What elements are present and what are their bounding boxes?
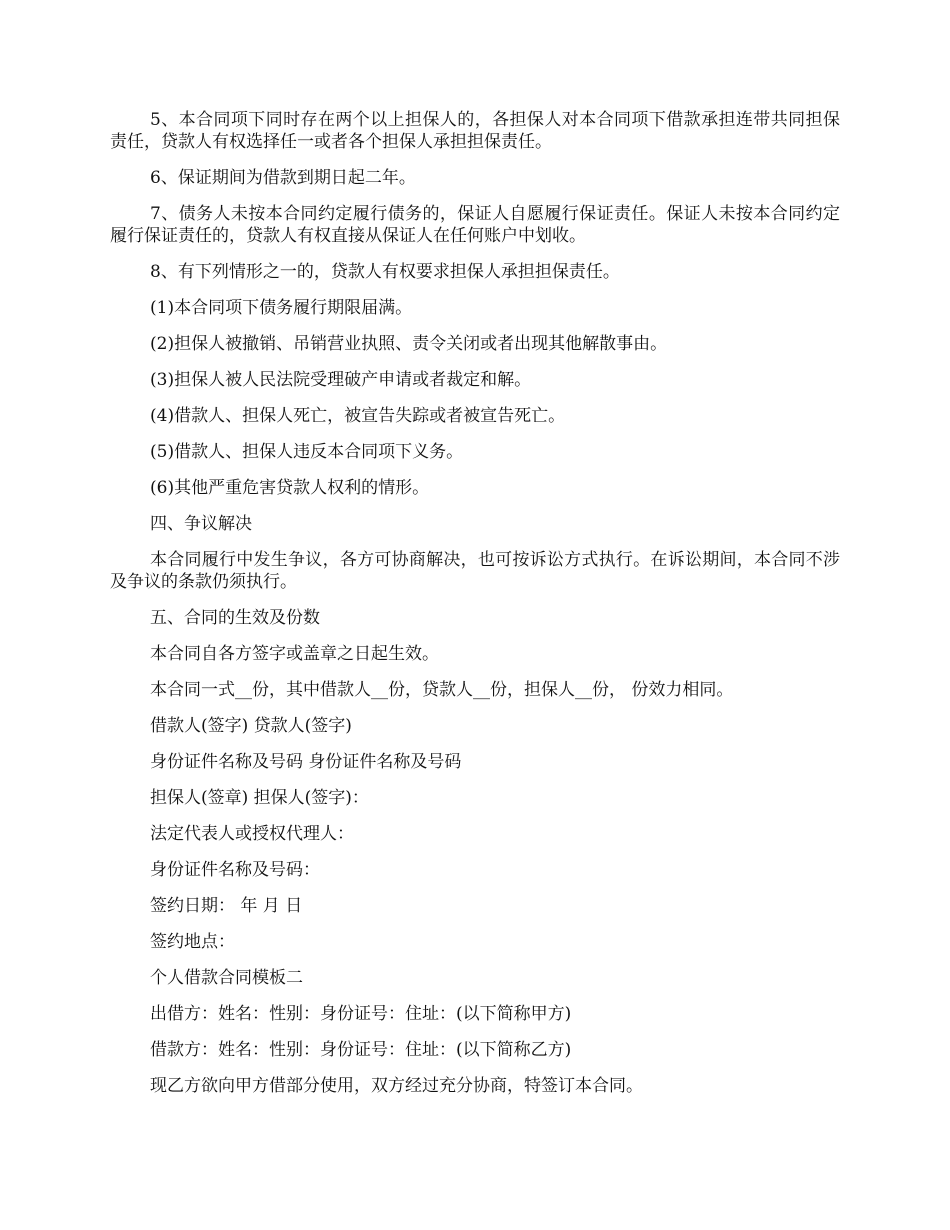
clause-8-item-1: (1)本合同项下债务履行期限届满。 (150, 298, 413, 318)
preamble-text: 现乙方欲向甲方借部分使用，双方经过充分协商，特签订本合同。 (150, 1076, 643, 1096)
clause-8-item-6: (6)其他严重危害贷款人权利的情形。 (150, 478, 430, 498)
clause-5: 5、本合同项下同时存在两个以上担保人的，各担保人对本合同项下借款承担连带共同担保责任，贷款人有权选择任一或者各个担保人承担担保责任。 (110, 110, 840, 152)
signature-guarantor: 担保人(签章) 担保人(签字)： (150, 788, 369, 808)
lender-info-line: 出借方：姓名：性别：身份证号：住址：(以下简称甲方) (150, 1004, 572, 1024)
document-body (110, 109, 840, 1111)
effect-text: 本合同自各方签字或盖章之日起生效。 (150, 644, 439, 664)
signing-date-line: 签约日期： 年 月 日 (150, 896, 303, 916)
clause-8-item-2: (2)担保人被撤销、吊销营业执照、责令关闭或者出现其他解散事由。 (150, 334, 668, 354)
legal-representative-line: 法定代表人或授权代理人： (150, 824, 354, 844)
signature-borrower-lender: 借款人(签字) 贷款人(签字) (150, 716, 352, 736)
clause-8-item-3: (3)担保人被人民法院受理破产申请或者裁定和解。 (150, 370, 532, 390)
signing-place-line: 签约地点： (150, 932, 235, 952)
id-documents-line: 身份证件名称及号码 身份证件名称及号码 (150, 752, 462, 772)
clause-8: 8、有下列情形之一的，贷款人有权要求担保人承担担保责任。 (150, 262, 620, 282)
template-two-title: 个人借款合同模板二 (150, 968, 303, 988)
copies-text: 本合同一式__份，其中借款人__份，贷款人__份，担保人__份， 份效力相同。 (150, 680, 734, 700)
id-document-line: 身份证件名称及号码： (150, 860, 320, 880)
clause-6: 6、保证期间为借款到期日起二年。 (150, 168, 416, 188)
section-heading-dispute: 四、争议解决 (150, 514, 252, 534)
clause-7: 7、债务人未按本合同约定履行债务的，保证人自愿履行保证责任。保证人未按本合同约定履行保证责任的，贷款人有权直接从保证人在任何账户中划收。 (110, 204, 840, 246)
section-heading-effect: 五、合同的生效及份数 (150, 608, 320, 628)
clause-8-item-4: (4)借款人、担保人死亡，被宣告失踪或者被宣告死亡。 (150, 406, 566, 426)
clause-8-item-5: (5)借款人、担保人违反本合同项下义务。 (150, 442, 464, 462)
dispute-text: 本合同履行中发生争议，各方可协商解决，也可按诉讼方式执行。在诉讼期间，本合同不涉及争议的条款仍须执行。 (110, 550, 840, 592)
borrower-info-line: 借款方：姓名：性别：身份证号：住址：(以下简称乙方) (150, 1040, 572, 1060)
